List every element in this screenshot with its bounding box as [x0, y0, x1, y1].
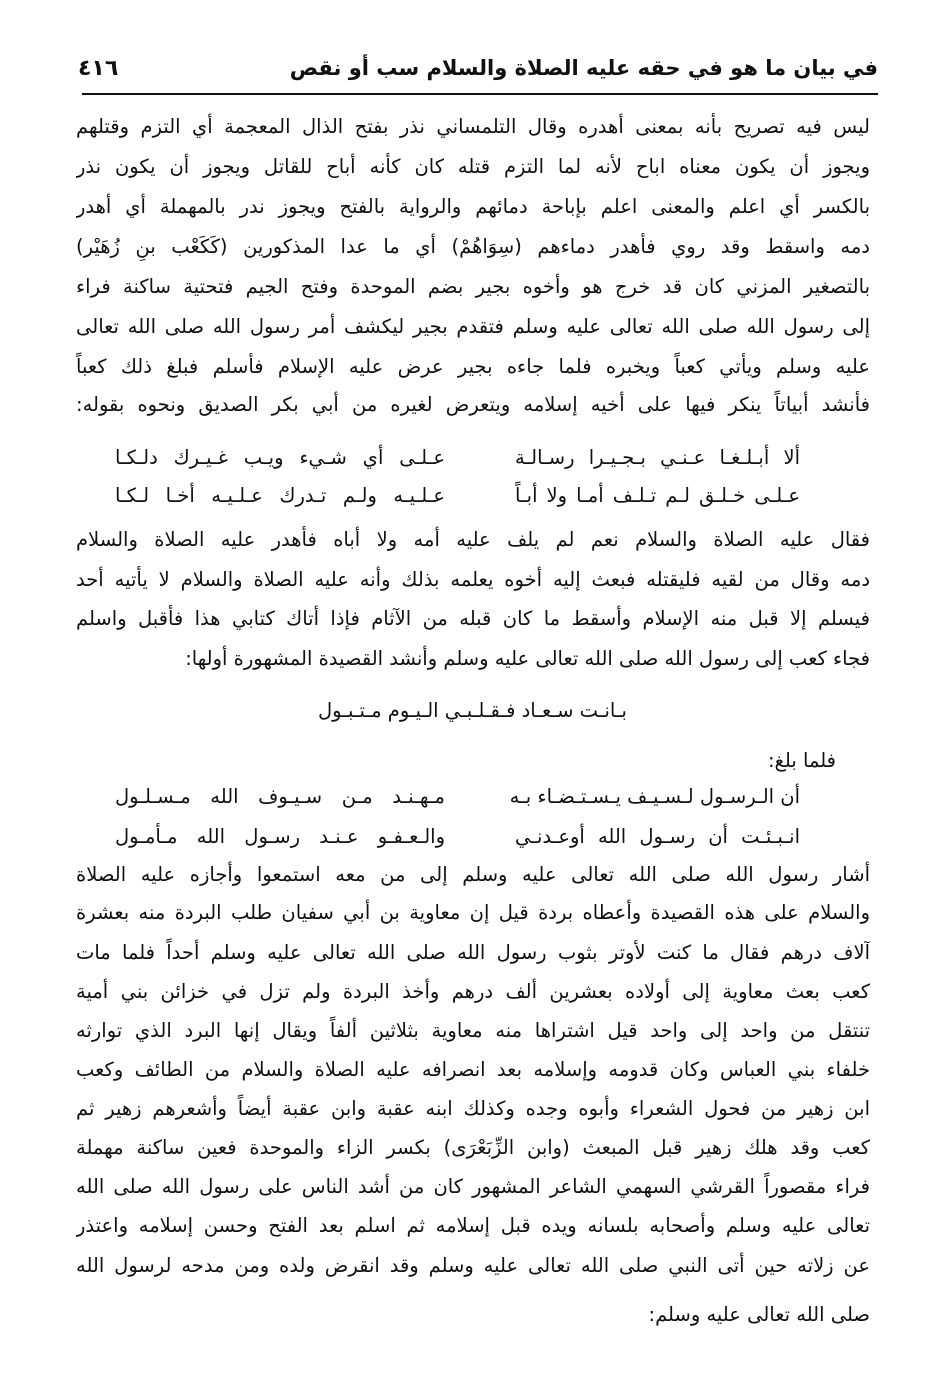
header-rule: [82, 93, 878, 95]
text-line: دمه واسقط وقد روي فأهدر دماءهم (سِوَاهُمْ) أي ما عدا المذكورين (كَكَعْب بنِ زُهَيْر): [76, 235, 870, 258]
verse-second-hemistich: عـلـيـه ولـم تـدرك عـلـيـه أخـا لـكـا: [115, 484, 445, 507]
text-line: فقال عليه الصلاة والسلام نعم لم يلف عليه أمه ولا أباه فأهدر عليه الصلاة والسلام: [76, 528, 870, 551]
verse-single: بـانـت سـعـاد فـقـلـبـي الـيـوم مـتـبـول: [317, 699, 627, 722]
text-line: والسلام على هذه القصيدة وأعطاه بردة قيل إن معاوية بن أبي سفيان طلب البردة منه بعشرة: [76, 901, 870, 924]
text-line: فيسلم إلا قبل منه الإسلام وأسقط ما كان قبله من الآثام فإذا أتاك كتابي هذا فأقبل واسلم: [76, 607, 870, 630]
text-line: فراء مقصوراً القرشي السهمي الشاعر المشهور كان من أشد الناس على رسول الله صلى الله: [76, 1175, 870, 1198]
text-line: صلى الله تعالى عليه وسلم:: [648, 1303, 870, 1326]
text-line: عليه وسلم ويأتي كعباً ويخبره فلما جاءه بجير عرض عليه الإسلام فأسلم فبلغ ذلك كعباً: [76, 355, 870, 378]
text-line: فجاء كعب إلى رسول الله صلى الله تعالى عليه وسلم وأنشد القصيدة المشهورة أولها:: [185, 647, 870, 670]
page-header: [78, 56, 878, 88]
page-number: ٤١٦: [78, 56, 119, 81]
verse-first-hemistich: انـبـئـت أن رسـول الله أوعـدنـي: [515, 825, 800, 848]
text-line: فلما بلغ:: [767, 749, 836, 772]
text-line: بالتصغير المزني كان قد خرج هو وأخوه بجير بضم الموحدة وفتح الجيم فتحتية ساكنة فراء: [76, 275, 870, 298]
text-line: ليس فيه تصريح بأنه بمعنى أهدره وقال التلمساني نذر بفتح الذال المعجمة أي التزم وقتلهم: [76, 115, 870, 138]
text-line: ويجوز أن يكون معناه اباح لأنه لما التزم قتله كان كأنه أباح للقاتل ويجوز أن يكون نذر: [76, 155, 870, 178]
running-title: في بيان ما هو في حقه عليه الصلاة والسلام سب أو نقص: [289, 56, 878, 80]
verse-second-hemistich: مـهـنـد مـن سـيـوف الله مـسـلـول: [115, 785, 445, 808]
text-line: كعب وقد هلك زهير قبل المبعث (وابن الزِّبَعْرَى) بكسر الزاء والموحدة فعين ساكنة مهملة: [76, 1136, 870, 1159]
verse-first-hemistich: عـلـى خـلـق لـم تـلـف أمـا ولا أبـاً: [515, 484, 800, 507]
text-line: ابن زهير من فحول الشعراء وأبوه وجده وكذلك ابنه عقبة وابن عقبة أيضاً وأشعرهم زهير ثم: [76, 1097, 870, 1120]
text-line: تعالى عليه وسلم وأصحابه بلسانه ويده قبل إسلامه ثم اسلم بعد الفتح وحسن إسلامه واعتذر: [76, 1214, 870, 1237]
verse-first-hemistich: أن الـرسـول لـسـيـف يـسـتـضـاء بـه: [509, 785, 800, 808]
text-line: دمه وقال من لقيه فليقتله فبعث إليه أخوه يعلمه بذلك وأنه عليه الصلاة والسلام لا يأتيه أحد: [76, 568, 870, 591]
text-line: تنتقل من واحد إلى واحد قيل اشتراها منه معاوية بثلاثين ألفاً ويقال إنها البرد الذي توارثه: [76, 1019, 870, 1042]
text-line: أشار رسول الله صلى الله تعالى عليه وسلم إلى من معه استمعوا وأجازه عليه الصلاة: [76, 863, 870, 886]
text-line: كعب بعث معاوية إلى أولاده بعشرين ألف درهم وأخذ البردة ولم تزل في خزائن بني أمية: [76, 980, 870, 1003]
text-line: خلفاء بني العباس وكان قدومه وإسلامه بعد انصرافه عليه الصلاة والسلام من الطائف وكعب: [76, 1058, 870, 1081]
text-line: بالكسر أي اعلم والمعنى اعلم بإباحة دمائهم والرواية بالفتح ويجوز ندر بالمهملة أي أهدر: [76, 195, 870, 218]
text-line: إلى رسول الله صلى الله تعالى عليه وسلم فتقدم بجير ليكشف أمر رسول الله صلى الله تعالى: [76, 315, 870, 338]
verse-first-hemistich: ألا أبـلـغـا عـنـي بـجـيـرا رسـالـة: [515, 446, 800, 469]
verse-second-hemistich: عـلـى أي شـيء ويـب غـيـرك دلـكـا: [115, 446, 445, 469]
text-line: عن زلاته حين أتى النبي صلى الله تعالى عليه وسلم وقد انقرض ولده ومن مدحه لرسول الله: [76, 1254, 870, 1277]
text-line: فأنشد أبياتاً ينكر فيها على أخيه إسلامه ويتعرض لغيره من أبي بكر الصديق ونحوه بقوله:: [76, 393, 870, 416]
text-line: آلاف درهم فقال ما كنت لأوتر بثوب رسول الله صلى الله تعالى عليه وسلم أحداً فلما مات: [76, 941, 870, 964]
verse-second-hemistich: والـعـفـو عـنـد رسـول الله مـأمـول: [115, 825, 445, 848]
